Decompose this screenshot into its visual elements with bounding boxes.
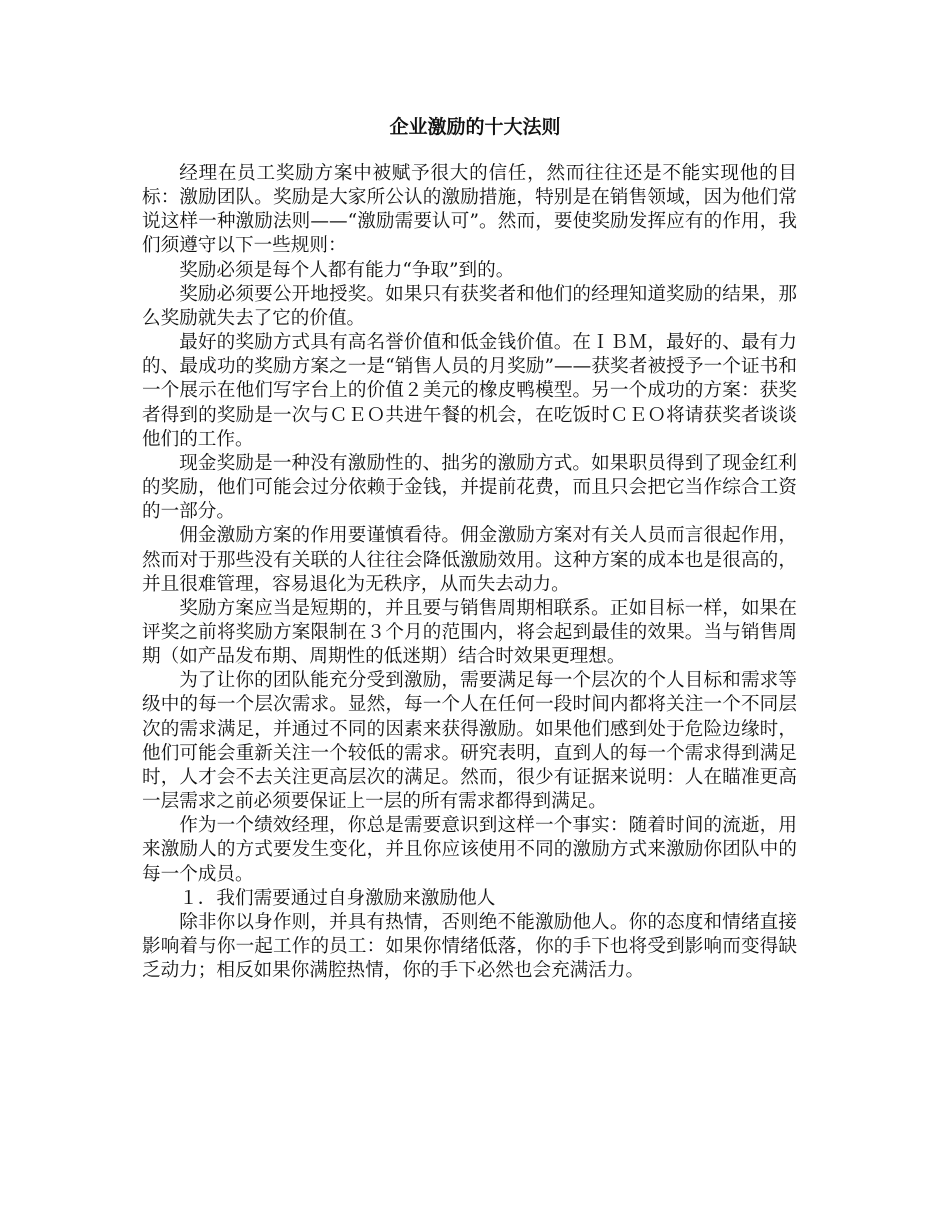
section-heading: １．我们需要通过自身激励来激励他人 bbox=[179, 887, 496, 909]
paragraph: 经理在员工奖励方案中被赋予很大的信任，然而往往还是不能实现他的目标：激励团队。奖励是大家所公认的激励措施，特别是在销售领域，因为他们常说这样一种激励法则——“激励需要认可”。然而，要使奖励发挥应有的作用，我们须遵守以下一些规则： bbox=[142, 163, 797, 257]
paragraph: 奖励必须要公开地授奖。如果只有获奖者和他们的经理知道奖励的结果，那么奖励就失去了它的价值。 bbox=[142, 283, 797, 329]
paragraph: 除非你以身作则，并具有热情，否则绝不能激励他人。你的态度和情绪直接影响着与你一起工作的员工：如果你情绪低落，你的手下也将受到影响而变得缺乏动力；相反如果你满腔热情，你的手下必然也会充满活力。 bbox=[142, 911, 797, 982]
document-title: 企业激励的十大法则 bbox=[389, 116, 561, 138]
paragraph: 作为一个绩效经理，你总是需要意识到这样一个事实：随着时间的流逝，用来激励人的方式要发生变化，并且你应该使用不同的激励方式来激励你团队中的每一个成员。 bbox=[142, 815, 797, 885]
paragraph: 现金奖励是一种没有激励性的、拙劣的激励方式。如果职员得到了现金红利的奖励，他们可能会过分依赖于金钱，并提前花费，而且只会把它当作综合工资的一部分。 bbox=[142, 452, 797, 523]
paragraph: 为了让你的团队能充分受到激励，需要满足每一个层次的个人目标和需求等级中的每一个层次需求。显然，每一个人在任何一段时间内都将关注一个不同层次的需求满足，并通过不同的因素来获得激励。如果他们感到处于危险边缘时，他们可能会重新关注一个较低的需求。研究表明，直到人的每一个需求得到满足时，人才会不去关注更高层次的满足。然而，很少有证据来说明：人在瞄准更高一层需求之前必须要保证上一层的所有需求都得到满足。 bbox=[142, 670, 797, 813]
paragraph: 佣金激励方案的作用要谨慎看待。佣金激励方案对有关人员而言很起作用，然而对于那些没有关联的人往往会降低激励效用。这种方案的成本也是很高的，并且很难管理，容易退化为无秩序，从而失去动力。 bbox=[142, 525, 797, 595]
document-body bbox=[142, 162, 797, 983]
paragraph: 奖励必须是每个人都有能力“争取”到的。 bbox=[179, 259, 515, 281]
paragraph: 奖励方案应当是短期的，并且要与销售周期相联系。正如目标一样，如果在评奖之前将奖励方案限制在３个月的范围内，将会起到最佳的效果。当与销售周期（如产品发布期、周期性的低迷期）结合时效果更理想。 bbox=[142, 597, 797, 668]
paragraph: 最好的奖励方式具有高名誉价值和低金钱价值。在ＩＢＭ，最好的、最有力的、最成功的奖励方案之一是“销售人员的月奖励”——获奖者被授予一个证书和一个展示在他们写字台上的价值２美元的橡皮鸭模型。另一个成功的方案：获奖者得到的奖励是一次与ＣＥＯ共进午餐的机会，在吃饭时ＣＥＯ将请获奖者谈谈他们的工作。 bbox=[142, 332, 797, 450]
